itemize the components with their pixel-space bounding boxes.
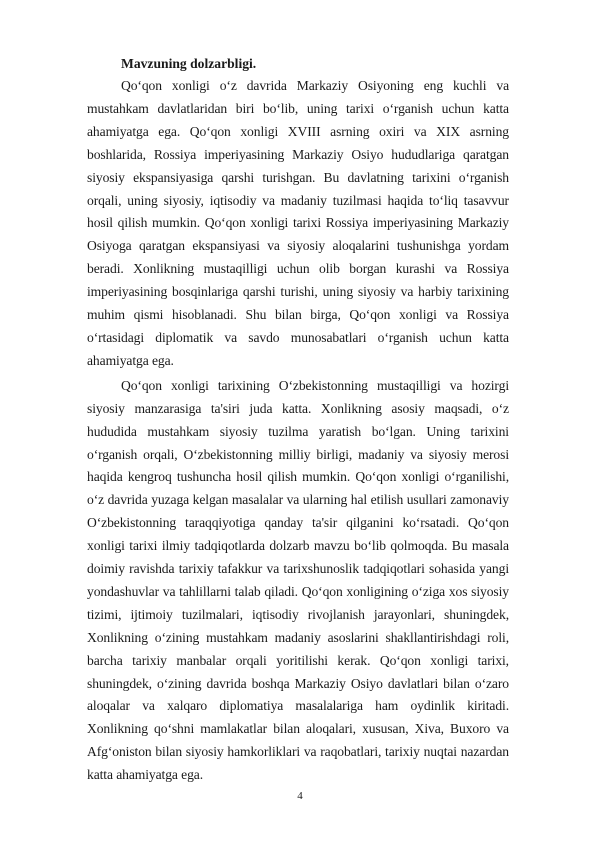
page-content xyxy=(87,53,509,787)
page-number: 4 xyxy=(297,790,303,802)
paragraph-2: Qo‘qon xonligi tarixining O‘zbekistonning mustaqilligi va hozirgi siyosiy manzarasiga ta'siri juda katta. Xonlikning asosiy maqsadi, o‘z hududida mustahkam siyosiy tuzilma yaratish bo‘lgan. Uning tarixini o‘rganish orqali, O‘zbekistonning milliy birligi, madaniy va siyosiy merosi haqida kengroq tushuncha hosil qilish mumkin. Qo‘qon xonligi o‘rganilishi, o‘z davrida yuzaga kelgan masalalar va ularning hal etilish usullari zamonaviy O‘zbekistonning taraqqiyotiga qanday ta'sir qilganini ko‘rsatadi. Qo‘qon xonligi tarixi ilmiy tadqiqotlarda dolzarb mavzu bo‘lib qolmoqda. Bu masala doimiy ravishda tarixiy tafakkur va tarixshunoslik tadqiqotlari sohasida yangi yondashuvlar va tahlillarni talab qiladi. Qo‘qon xonligining o‘ziga xos siyosiy tizimi, ijtimoiy tuzilmalari, iqtisodiy rivojlanish jarayonlari, shuningdek, Xonlikning o‘zining mustahkam madaniy asoslarini shakllantirishdagi roli, barcha tarixiy manbalar orqali yoritilishi kerak. Qo‘qon xonligi tarixi, shuningdek, o‘zining davrida boshqa Markaziy Osiyo davlatlari bilan o‘zaro aloqalar va xalqaro diplomatiya masalalariga ham oydinlik kiritadi. Xonlikning qo‘shni mamlakatlar bilan aloqalari, xususan, Xiva, Buxoro va Afg‘oniston bilan siyosiy hamkorliklari va raqobatlari, tarixiy nuqtai nazardan katta ahamiyatga ega. xyxy=(87,377,509,783)
section-heading: Mavzuning dolzarbligi. xyxy=(121,56,257,71)
paragraph-1: Qo‘qon xonligi o‘z davrida Markaziy Osiyoning eng kuchli va mustahkam davlatlaridan biri bo‘lib, uning tarixi o‘rganish uchun katta ahamiyatga ega. Qo‘qon xonligi XVIII asrning oxiri va XIX asrning boshlarida, Rossiya imperiyasining Markaziy Osiyo hududlariga qaratgan siyosiy ekspansiyasiga qarshi turishgan. Bu davlatning tarixini o‘rganish orqali, uning siyosiy, iqtisodiy va madaniy tuzilmasi haqida to‘liq tasavvur hosil qilish mumkin. Qo‘qon xonligi tarixi Rossiya imperiyasining Markaziy Osiyoga qaratgan ekspansiyasi va siyosiy aloqalarini tushunishga yordam beradi. Xonlikning mustaqilligi uchun olib borgan kurashi va Rossiya imperiyasining bosqinlariga qarshi turishi, uning siyosiy va harbiy tarixining muhim qismi hisoblanadi. Shu bilan birga, Qo‘qon xonligi va Rossiya o‘rtasidagi diplomatik va savdo munosabatlari o‘rganish uchun katta ahamiyatga ega. xyxy=(87,78,509,368)
